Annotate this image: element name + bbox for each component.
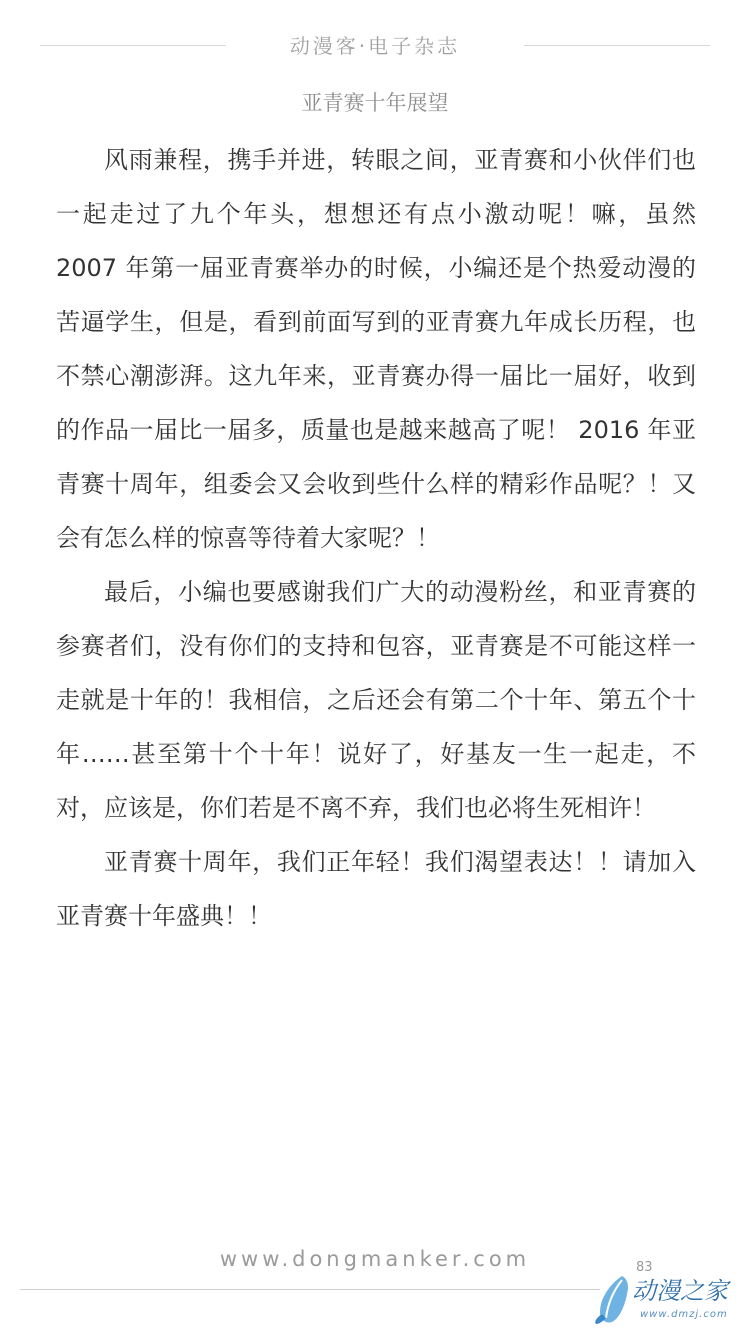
article-body (56, 133, 696, 943)
logo-domain: www.dmzj.com (640, 1309, 728, 1320)
article-title: 亚青赛十年展望 (301, 91, 449, 115)
footer-divider (20, 1289, 600, 1290)
footer-website-url: www.dongmanker.com (219, 1247, 531, 1271)
header-divider-left (40, 45, 226, 46)
header-divider-right (524, 45, 710, 46)
feather-logo-icon (592, 1274, 632, 1326)
dmzj-logo[interactable] (588, 1272, 748, 1330)
magazine-title: 动漫客·电子杂志 (289, 34, 461, 58)
logo-wordmark: 动漫之家 (632, 1277, 728, 1305)
magazine-header (0, 30, 750, 64)
article-paragraph-2: 最后，小编也要感谢我们广大的动漫粉丝，和亚青赛的参赛者们，没有你们的支持和包容，亚青赛是不可能这样一走就是十年的！我相信，之后还会有第二个十年、第五个十年……甚至第十个十年！说好了，好基友一生一起走，不对，应该是，你们若是不离不弃，我们也必将生死相许！ (56, 578, 696, 822)
article-paragraph-1: 风雨兼程，携手并进，转眼之间，亚青赛和小伙伴们也一起走过了九个年头，想想还有点小激动呢！嘛，虽然 2007 年第一届亚青赛举办的时候，小编还是个热爱动漫的苦逼学生，但是，看到前面写到的亚青赛九年成长历程，也不禁心潮澎湃。这九年来，亚青赛办得一届比一届好，收到的作品一届比一届多，质量也是越来越高了呢！ 2016 年亚青赛十周年，组委会又会收到些什么样的精彩作品呢？！又会有怎么样的惊喜等待着大家呢？！ (56, 146, 696, 552)
article-paragraph-3: 亚青赛十周年，我们正年轻！我们渴望表达！！请加入亚青赛十年盛典！！ (56, 848, 696, 930)
page-number: 83 (636, 1260, 653, 1275)
